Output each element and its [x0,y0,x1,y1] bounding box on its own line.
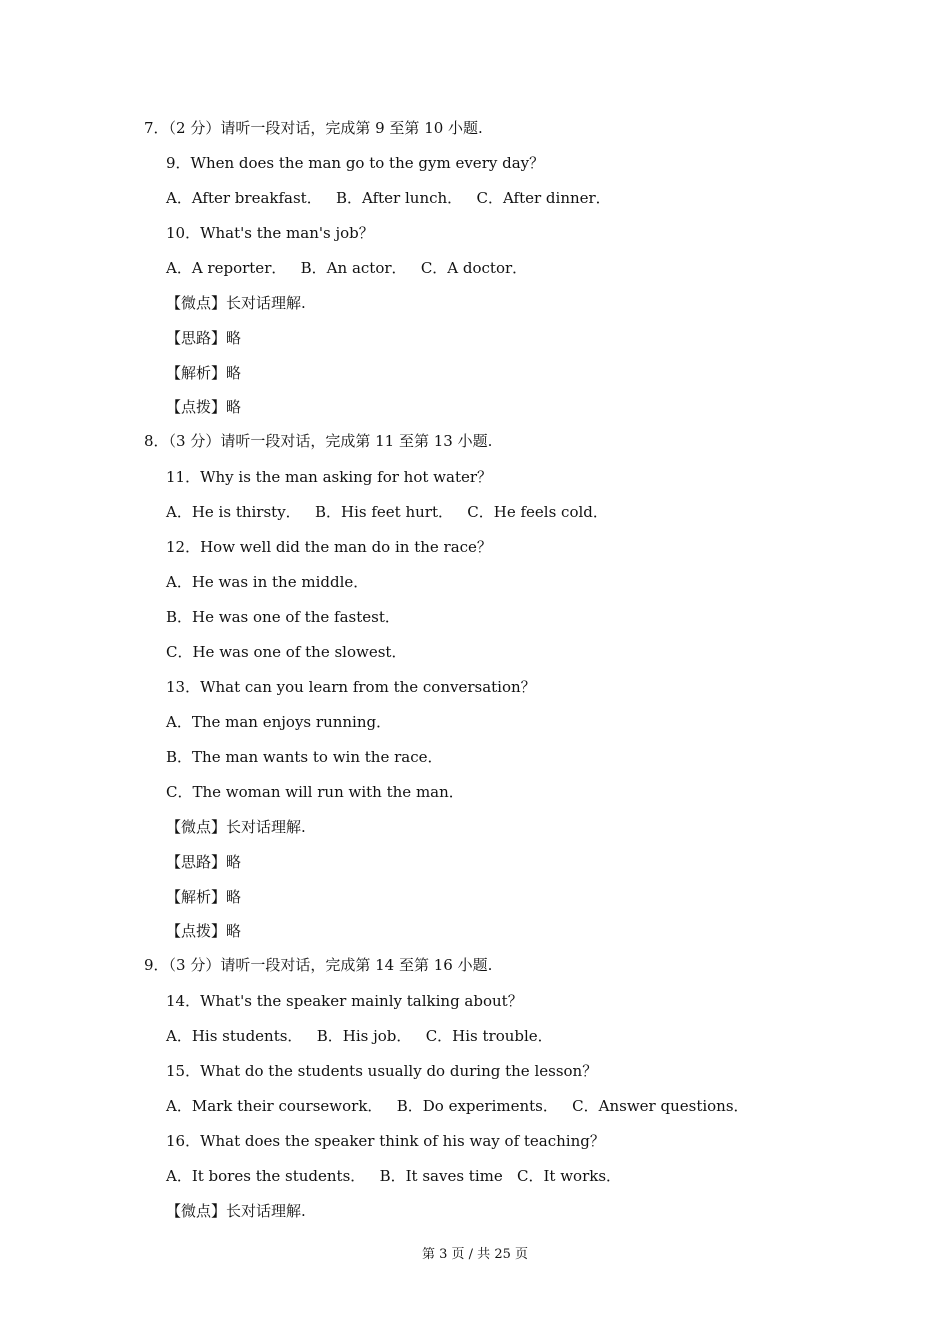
question-line: 16．What does the speaker think of his way of teaching？ [166,1132,605,1150]
answer-options: A．After breakfast． B．After lunch． C．After dinner． [166,189,611,207]
question-line: 14．What's the speaker mainly talking about？ [166,992,523,1010]
question-line: 13．What can you learn from the conversation？ [166,678,536,696]
question-line: 9．When does the man go to the gym every day？ [166,154,545,172]
note-line: 【点拨】略 [166,922,242,940]
note-line: 【微点】长对话理解. [166,294,306,312]
question-header: 7．（2 分）请听一段对话，完成第 9 至第 10 小题. [144,119,483,137]
note-line: 【微点】长对话理解. [166,818,306,836]
question-header: 8．（3 分）请听一段对话，完成第 11 至第 13 小题. [144,432,493,450]
answer-options: A．A reporter． B．An actor． C．A doctor． [166,259,528,277]
answer-option: C．The woman will run with the man． [166,783,464,801]
answer-options: A．Mark their coursework． B．Do experiments． C．Answer questions． [166,1097,749,1115]
page-footer: 第 3 页 / 共 25 页 [422,1247,528,1262]
question-header: 9．（3 分）请听一段对话，完成第 14 至第 16 小题. [144,956,493,974]
answer-option: B．He was one of the fastest． [166,608,400,626]
answer-options: A．It bores the students． B．It saves time C．It works． [166,1167,622,1185]
note-line: 【点拨】略 [166,398,242,416]
question-line: 10．What's the man's job？ [166,224,374,242]
answer-options: A．His students． B．His job． C．His trouble． [166,1027,553,1045]
note-line: 【思路】略 [166,853,242,871]
answer-option: A．The man enjoys running． [166,713,392,731]
note-line: 【解析】略 [166,888,242,906]
note-line: 【解析】略 [166,364,242,382]
answer-option: C．He was one of the slowest． [166,643,407,661]
note-line: 【思路】略 [166,329,242,347]
question-line: 11．Why is the man asking for hot water？ [166,468,493,486]
answer-option: A．He was in the middle． [166,573,369,591]
answer-options: A．He is thirsty． B．His feet hurt． C．He feels cold． [166,503,608,521]
note-line: 【微点】长对话理解. [166,1202,306,1220]
question-line: 12．How well did the man do in the race？ [166,538,492,556]
question-line: 15．What do the students usually do during the lesson？ [166,1062,598,1080]
answer-option: B．The man wants to win the race． [166,748,443,766]
